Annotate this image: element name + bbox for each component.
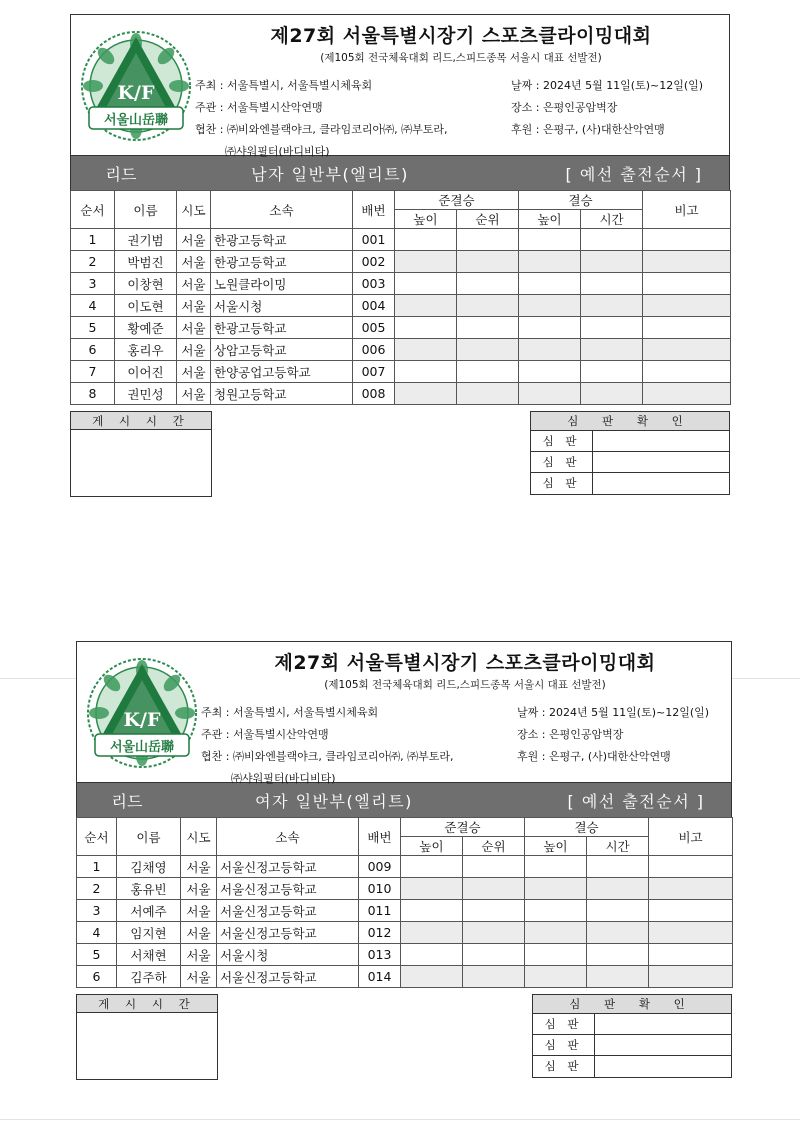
cell-order: 4 — [77, 922, 117, 944]
start-list-rows — [77, 856, 733, 988]
cell-semifinal-height[interactable] — [401, 922, 463, 944]
judge-row — [531, 431, 729, 452]
cell-city: 서울 — [177, 251, 211, 273]
cell-affiliation: 상암고등학교 — [211, 339, 353, 361]
cell-bib: 003 — [353, 273, 395, 295]
cell-semifinal-rank[interactable] — [457, 383, 519, 405]
cell-final-time[interactable] — [581, 317, 643, 339]
col-semifinal: 준결승 — [395, 191, 519, 210]
cell-remarks[interactable] — [649, 900, 733, 922]
cell-bib: 014 — [359, 966, 401, 988]
cell-final-time[interactable] — [581, 295, 643, 317]
col-name: 이름 — [115, 191, 177, 229]
cell-bib: 012 — [359, 922, 401, 944]
cell-name: 서채현 — [117, 944, 181, 966]
cell-semifinal-height[interactable] — [395, 273, 457, 295]
logo-kf-text: K/F — [117, 82, 155, 104]
judge-signature-field[interactable] — [593, 431, 729, 451]
cell-final-time[interactable] — [587, 922, 649, 944]
start-list-rows — [71, 229, 731, 405]
col-city: 시도 — [177, 191, 211, 229]
cell-city: 서울 — [177, 273, 211, 295]
table-row — [77, 856, 733, 878]
cell-affiliation: 서울신정고등학교 — [217, 878, 359, 900]
judge-confirmation-title: 심 판 확 인 — [531, 412, 729, 431]
cell-order: 6 — [77, 966, 117, 988]
posting-time-box — [70, 411, 212, 497]
cell-city: 서울 — [181, 856, 217, 878]
table-row — [77, 944, 733, 966]
cell-order: 1 — [77, 856, 117, 878]
cell-order: 7 — [71, 361, 115, 383]
judge-label: 심 판 — [533, 1014, 595, 1034]
cell-final-time[interactable] — [587, 900, 649, 922]
cell-remarks[interactable] — [643, 361, 731, 383]
cell-semifinal-rank[interactable] — [457, 273, 519, 295]
cell-order: 4 — [71, 295, 115, 317]
info-organizer: 주관 : 서울특별시산악연맹 — [195, 101, 323, 114]
cell-remarks[interactable] — [643, 229, 731, 251]
cell-city: 서울 — [177, 383, 211, 405]
cell-final-time[interactable] — [587, 966, 649, 988]
cell-final-height[interactable] — [519, 317, 581, 339]
start-list-table — [70, 190, 731, 405]
table-row — [77, 922, 733, 944]
cell-semifinal-rank[interactable] — [463, 922, 525, 944]
table-row — [77, 966, 733, 988]
logo-caption: 서울山岳聯 — [103, 113, 169, 128]
cell-remarks[interactable] — [643, 251, 731, 273]
cell-city: 서울 — [177, 229, 211, 251]
cell-bib: 013 — [359, 944, 401, 966]
cell-final-time[interactable] — [581, 229, 643, 251]
cell-remarks[interactable] — [649, 878, 733, 900]
cell-affiliation: 노원클라이밍 — [211, 273, 353, 295]
info-left — [195, 75, 447, 163]
posting-time-label: 게 시 시 간 — [71, 412, 211, 430]
cell-name: 이어진 — [115, 361, 177, 383]
cell-bib: 004 — [353, 295, 395, 317]
info-date: 날짜 : 2024년 5월 11일(토)~12일(일) — [511, 79, 704, 92]
judge-confirmation-title: 심 판 확 인 — [533, 995, 731, 1014]
col-semifinal-height: 높이 — [401, 837, 463, 856]
judge-row — [533, 1035, 731, 1056]
info-venue: 장소 : 은평인공암벽장 — [511, 101, 618, 114]
competition-title: 제27회 서울특별시장기 스포츠클라이밍대회 — [270, 25, 652, 47]
cell-name: 권기범 — [115, 229, 177, 251]
cell-semifinal-height[interactable] — [395, 229, 457, 251]
cell-affiliation: 서울신정고등학교 — [217, 966, 359, 988]
cell-semifinal-rank[interactable] — [457, 295, 519, 317]
cell-name: 이창현 — [115, 273, 177, 295]
logo-caption: 서울山岳聯 — [109, 740, 175, 755]
judge-row — [531, 452, 729, 473]
cell-semifinal-height[interactable] — [395, 251, 457, 273]
col-semifinal-rank: 순위 — [457, 210, 519, 229]
cell-semifinal-rank[interactable] — [463, 944, 525, 966]
cell-affiliation: 한광고등학교 — [211, 317, 353, 339]
judge-label: 심 판 — [531, 431, 593, 451]
col-order: 순서 — [77, 818, 117, 856]
judge-confirmation-box — [530, 411, 730, 495]
col-final: 결승 — [519, 191, 643, 210]
cell-name: 홍유빈 — [117, 878, 181, 900]
competition-subtitle: (제105회 전국체육대회 리드,스피드종목 서울시 대표 선발전) — [320, 52, 602, 64]
competition-title: 제27회 서울특별시장기 스포츠클라이밍대회 — [274, 652, 656, 674]
cell-semifinal-height[interactable] — [401, 944, 463, 966]
cell-name: 박범진 — [115, 251, 177, 273]
cell-city: 서울 — [177, 295, 211, 317]
cell-order: 8 — [71, 383, 115, 405]
cell-final-time[interactable] — [581, 383, 643, 405]
cell-affiliation: 서울신정고등학교 — [217, 900, 359, 922]
cell-final-time[interactable] — [581, 339, 643, 361]
cell-semifinal-height[interactable] — [395, 383, 457, 405]
cell-final-height[interactable] — [525, 944, 587, 966]
cell-bib: 005 — [353, 317, 395, 339]
col-bib: 배번 — [359, 818, 401, 856]
cell-city: 서울 — [177, 317, 211, 339]
start-list-sheet-women — [76, 641, 732, 1080]
cell-name: 황예준 — [115, 317, 177, 339]
col-order: 순서 — [71, 191, 115, 229]
cell-final-height[interactable] — [519, 383, 581, 405]
cell-affiliation: 한광고등학교 — [211, 251, 353, 273]
cell-semifinal-height[interactable] — [401, 878, 463, 900]
col-semifinal-height: 높이 — [395, 210, 457, 229]
posting-time-box — [76, 994, 218, 1080]
col-final: 결승 — [525, 818, 649, 837]
info-sponsors: 협찬 : ㈜비와엔블랙야크, 클라임코리아㈜, ㈜부토라, — [195, 123, 448, 136]
cell-remarks[interactable] — [649, 966, 733, 988]
cell-final-height[interactable] — [525, 878, 587, 900]
table-row — [71, 339, 731, 361]
table-row — [71, 251, 731, 273]
cell-bib: 008 — [353, 383, 395, 405]
cell-remarks[interactable] — [643, 295, 731, 317]
cell-semifinal-height[interactable] — [401, 900, 463, 922]
table-row — [71, 295, 731, 317]
cell-city: 서울 — [177, 361, 211, 383]
cell-affiliation: 서울신정고등학교 — [217, 856, 359, 878]
cell-order: 3 — [71, 273, 115, 295]
round-label: [ 예선 출전순서 ] — [565, 164, 703, 184]
cell-semifinal-rank[interactable] — [457, 229, 519, 251]
info-backer: 후원 : 은평구, (사)대한산악연맹 — [517, 750, 671, 763]
cell-semifinal-rank[interactable] — [457, 317, 519, 339]
cell-name: 김주하 — [117, 966, 181, 988]
cell-semifinal-height[interactable] — [395, 361, 457, 383]
cell-final-height[interactable] — [525, 900, 587, 922]
posting-time-label: 게 시 시 간 — [77, 995, 217, 1013]
cell-final-height[interactable] — [519, 295, 581, 317]
competition-subtitle: (제105회 전국체육대회 리드,스피드종목 서울시 대표 선발전) — [324, 679, 606, 691]
table-row — [71, 273, 731, 295]
cell-final-time[interactable] — [587, 944, 649, 966]
cell-order: 5 — [77, 944, 117, 966]
cell-final-height[interactable] — [519, 361, 581, 383]
col-city: 시도 — [181, 818, 217, 856]
col-final-height: 높이 — [519, 210, 581, 229]
table-row — [71, 383, 731, 405]
scan-artifact-line — [0, 1119, 800, 1120]
cell-final-time[interactable] — [581, 361, 643, 383]
col-final-time: 시간 — [587, 837, 649, 856]
table-row — [71, 361, 731, 383]
sheet-footer — [70, 405, 730, 497]
cell-order: 2 — [71, 251, 115, 273]
start-list-sheet-men — [70, 14, 730, 497]
start-list-table — [76, 817, 733, 988]
table-row — [77, 900, 733, 922]
cell-city: 서울 — [181, 878, 217, 900]
event-name: 리드 — [105, 164, 137, 184]
col-semifinal-rank: 순위 — [463, 837, 525, 856]
judge-signature-field[interactable] — [595, 1035, 731, 1055]
cell-final-height[interactable] — [519, 229, 581, 251]
cell-city: 서울 — [181, 922, 217, 944]
event-name: 리드 — [111, 791, 143, 811]
cell-final-height[interactable] — [525, 856, 587, 878]
cell-semifinal-rank[interactable] — [463, 966, 525, 988]
cell-name: 홍리우 — [115, 339, 177, 361]
cell-final-time[interactable] — [581, 273, 643, 295]
cell-order: 1 — [71, 229, 115, 251]
federation-logo — [79, 29, 193, 143]
cell-bib: 009 — [359, 856, 401, 878]
federation-logo — [85, 656, 199, 770]
cell-remarks[interactable] — [649, 944, 733, 966]
cell-final-height[interactable] — [525, 922, 587, 944]
info-left — [201, 702, 453, 790]
table-row — [71, 229, 731, 251]
cell-semifinal-height[interactable] — [395, 295, 457, 317]
cell-remarks[interactable] — [649, 856, 733, 878]
division-name: 여자 일반부(엘리트) — [255, 791, 413, 811]
cell-bib: 002 — [353, 251, 395, 273]
judge-label: 심 판 — [531, 473, 593, 494]
judge-row — [533, 1014, 731, 1035]
cell-remarks[interactable] — [643, 273, 731, 295]
cell-final-height[interactable] — [519, 339, 581, 361]
info-organizer: 주관 : 서울특별시산악연맹 — [201, 728, 329, 741]
judge-label: 심 판 — [533, 1056, 595, 1077]
sheet-footer — [76, 988, 732, 1080]
info-host: 주최 : 서울특별시, 서울특별시체육회 — [201, 706, 379, 719]
competition-header — [76, 641, 732, 783]
cell-order: 3 — [77, 900, 117, 922]
cell-bib: 010 — [359, 878, 401, 900]
cell-semifinal-rank[interactable] — [463, 878, 525, 900]
info-sponsors-cont: ㈜샤워필터(바디비타) — [225, 145, 330, 158]
info-venue: 장소 : 은평인공암벽장 — [517, 728, 624, 741]
col-final-time: 시간 — [581, 210, 643, 229]
col-affiliation: 소속 — [211, 191, 353, 229]
cell-city: 서울 — [181, 966, 217, 988]
info-sponsors: 협찬 : ㈜비와엔블랙야크, 클라임코리아㈜, ㈜부토라, — [201, 750, 454, 763]
table-row — [77, 878, 733, 900]
cell-affiliation: 서울시청 — [211, 295, 353, 317]
cell-order: 5 — [71, 317, 115, 339]
cell-city: 서울 — [181, 944, 217, 966]
cell-name: 서예주 — [117, 900, 181, 922]
judge-confirmation-box — [532, 994, 732, 1078]
cell-semifinal-rank[interactable] — [457, 361, 519, 383]
division-name: 남자 일반부(엘리트) — [251, 164, 409, 184]
judge-row — [531, 473, 729, 494]
cell-semifinal-height[interactable] — [401, 966, 463, 988]
cell-remarks[interactable] — [649, 922, 733, 944]
round-label: [ 예선 출전순서 ] — [567, 791, 705, 811]
logo-kf-text: K/F — [123, 709, 161, 731]
cell-semifinal-height[interactable] — [401, 856, 463, 878]
cell-city: 서울 — [177, 339, 211, 361]
judge-signature-field[interactable] — [593, 452, 729, 472]
judge-row — [533, 1056, 731, 1077]
cell-semifinal-height[interactable] — [395, 339, 457, 361]
info-right — [517, 702, 709, 768]
judge-label: 심 판 — [531, 452, 593, 472]
info-backer: 후원 : 은평구, (사)대한산악연맹 — [511, 123, 665, 136]
cell-bib: 011 — [359, 900, 401, 922]
cell-remarks[interactable] — [643, 317, 731, 339]
col-semifinal: 준결승 — [401, 818, 525, 837]
cell-bib: 001 — [353, 229, 395, 251]
cell-name: 임지현 — [117, 922, 181, 944]
competition-header — [70, 14, 730, 156]
col-bib: 배번 — [353, 191, 395, 229]
info-host: 주최 : 서울특별시, 서울특별시체육회 — [195, 79, 373, 92]
cell-affiliation: 한광고등학교 — [211, 229, 353, 251]
cell-remarks[interactable] — [643, 339, 731, 361]
info-date: 날짜 : 2024년 5월 11일(토)~12일(일) — [517, 706, 710, 719]
cell-name: 이도현 — [115, 295, 177, 317]
cell-final-time[interactable] — [581, 251, 643, 273]
cell-final-time[interactable] — [587, 856, 649, 878]
judge-signature-field[interactable] — [595, 1056, 731, 1077]
cell-order: 6 — [71, 339, 115, 361]
judge-signature-field[interactable] — [595, 1014, 731, 1034]
cell-order: 2 — [77, 878, 117, 900]
cell-semifinal-rank[interactable] — [463, 900, 525, 922]
cell-affiliation: 청원고등학교 — [211, 383, 353, 405]
col-affiliation: 소속 — [217, 818, 359, 856]
cell-final-height[interactable] — [519, 273, 581, 295]
cell-semifinal-height[interactable] — [395, 317, 457, 339]
cell-affiliation: 서울시청 — [217, 944, 359, 966]
cell-bib: 006 — [353, 339, 395, 361]
cell-semifinal-rank[interactable] — [457, 251, 519, 273]
cell-final-height[interactable] — [519, 251, 581, 273]
col-remarks: 비고 — [643, 191, 731, 229]
cell-semifinal-rank[interactable] — [457, 339, 519, 361]
cell-affiliation: 서울신정고등학교 — [217, 922, 359, 944]
cell-city: 서울 — [181, 900, 217, 922]
col-name: 이름 — [117, 818, 181, 856]
col-final-height: 높이 — [525, 837, 587, 856]
col-remarks: 비고 — [649, 818, 733, 856]
cell-final-time[interactable] — [587, 878, 649, 900]
cell-name: 김채영 — [117, 856, 181, 878]
table-row — [71, 317, 731, 339]
cell-remarks[interactable] — [643, 383, 731, 405]
info-right — [511, 75, 703, 141]
judge-label: 심 판 — [533, 1035, 595, 1055]
cell-affiliation: 한양공업고등학교 — [211, 361, 353, 383]
cell-bib: 007 — [353, 361, 395, 383]
cell-semifinal-rank[interactable] — [463, 856, 525, 878]
cell-name: 권민성 — [115, 383, 177, 405]
judge-signature-field[interactable] — [593, 473, 729, 494]
cell-final-height[interactable] — [525, 966, 587, 988]
info-sponsors-cont: ㈜샤워필터(바디비타) — [231, 772, 336, 785]
